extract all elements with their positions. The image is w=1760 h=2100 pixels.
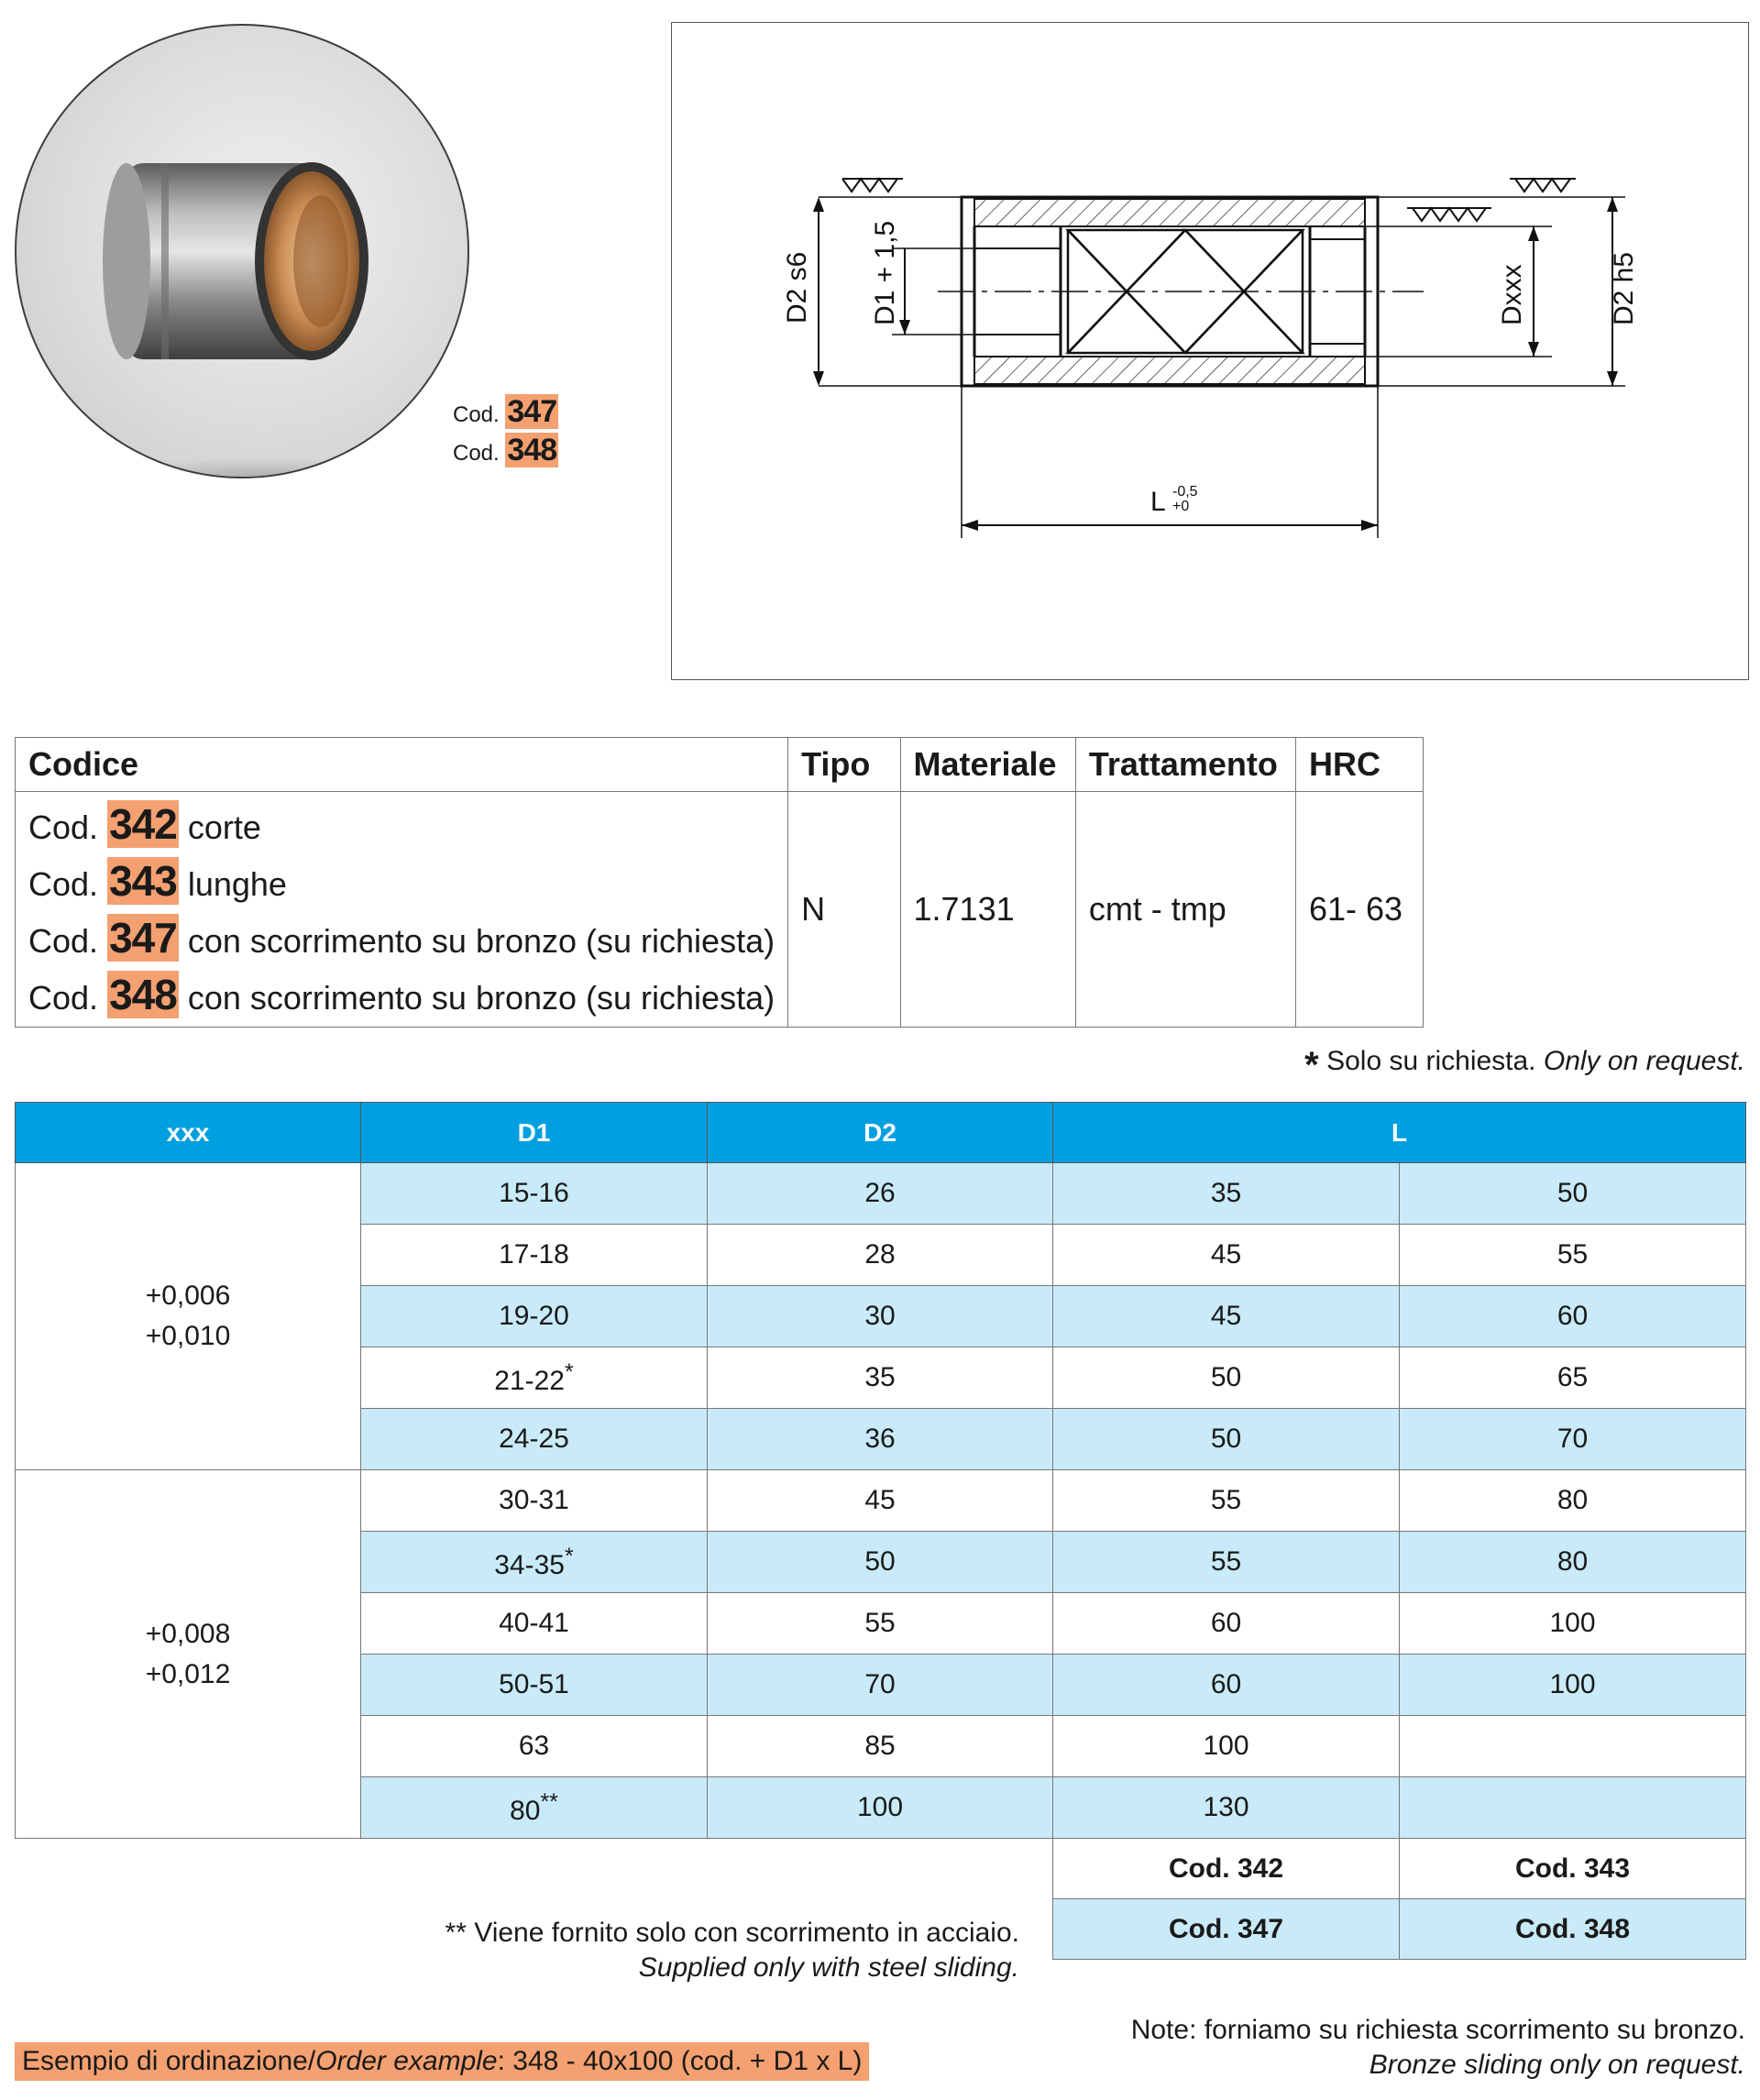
l1-cell: 35	[1053, 1163, 1400, 1225]
d2-cell: 100	[708, 1777, 1053, 1839]
code-line-348: Cod. 348 con scorrimento su bronzo (su richiesta)	[28, 971, 776, 1018]
header-d1: D1	[361, 1103, 708, 1163]
d1-cell: 19-20	[361, 1286, 708, 1347]
d1-cell: 21-22*	[361, 1347, 708, 1409]
l2-cell: 70	[1400, 1409, 1746, 1470]
technical-drawing	[671, 22, 1749, 680]
bottom-wall	[974, 357, 1365, 384]
label-d1: D1 + 1,5	[870, 220, 900, 325]
d1-cell: 34-35*	[361, 1532, 708, 1593]
photo-code-tags	[453, 394, 558, 471]
code-cell: Cod. 347	[1053, 1899, 1400, 1960]
d2-cell: 55	[708, 1593, 1053, 1655]
header-l: L	[1053, 1103, 1746, 1163]
spec-header-row	[16, 738, 1424, 792]
codes-cell	[16, 792, 788, 1028]
d2-cell: 50	[708, 1532, 1053, 1593]
dims-header-row	[16, 1103, 1746, 1163]
l2-cell: 100	[1400, 1655, 1746, 1716]
label-length: L	[1150, 487, 1166, 517]
l1-cell: 60	[1053, 1655, 1400, 1716]
label-dxxx: Dxxx	[1497, 264, 1527, 325]
l2-cell: 55	[1400, 1225, 1746, 1286]
l1-cell: 50	[1053, 1347, 1400, 1409]
l1-cell: 55	[1053, 1532, 1400, 1593]
table-row	[16, 1163, 1746, 1225]
header-tipo: Tipo	[788, 738, 900, 792]
bronze-sliding-note: Note: forniamo su richiesta scorrimento su bronzo. Bronze sliding only on request.	[1130, 2015, 1745, 2080]
materiale-value: 1.7131	[900, 792, 1075, 1028]
d1-cell: 17-18	[361, 1225, 708, 1286]
d1-cell: 30-31	[361, 1470, 708, 1532]
l2-cell: 60	[1400, 1286, 1746, 1347]
d2-cell: 45	[708, 1470, 1053, 1532]
photo-code-347: Cod. 347	[453, 394, 557, 429]
d1-cell: 63	[361, 1716, 708, 1777]
l1-cell: 100	[1053, 1716, 1400, 1777]
header-hrc: HRC	[1295, 738, 1423, 792]
l1-cell: 50	[1053, 1409, 1400, 1470]
d2-cell: 35	[708, 1347, 1053, 1409]
header-d2: D2	[708, 1103, 1053, 1163]
code-cell: Cod. 348	[1400, 1899, 1746, 1960]
l2-cell: 80	[1400, 1470, 1746, 1532]
d2-cell: 85	[708, 1716, 1053, 1777]
table-row	[16, 1470, 1746, 1532]
d2-cell: 26	[708, 1163, 1053, 1225]
header-trattamento: Trattamento	[1075, 738, 1295, 792]
only-on-request-note: * Solo su richiesta. Only on request.	[1304, 1045, 1745, 1085]
l1-cell: 60	[1053, 1593, 1400, 1655]
xxx-tolerance-cell: +0,006 +0,010	[16, 1163, 361, 1470]
code-cell: Cod. 343	[1400, 1839, 1746, 1899]
footnote-mark: **	[540, 1788, 558, 1815]
label-length-tol-upper: -0,5	[1172, 484, 1198, 500]
footnote-mark: *	[565, 1543, 574, 1569]
d2-cell: 36	[708, 1409, 1053, 1470]
code-row	[16, 1839, 1746, 1899]
d1-cell: 80**	[361, 1777, 708, 1839]
tipo-value: N	[788, 792, 900, 1028]
header-xxx: xxx	[16, 1103, 361, 1163]
top-wall	[974, 199, 1365, 226]
d2-cell: 30	[708, 1286, 1053, 1347]
l1-cell: 55	[1053, 1470, 1400, 1532]
l1-cell: 130	[1053, 1777, 1400, 1839]
l2-cell: 100	[1400, 1593, 1746, 1655]
label-d2-h5: D2 h5	[1609, 251, 1639, 325]
l1-cell: 45	[1053, 1286, 1400, 1347]
steel-sliding-note: ** Viene fornito solo con scorrimento in acciaio. Supplied only with steel sliding.	[445, 1918, 1019, 1983]
spec-table	[15, 737, 1424, 1028]
l2-cell: 80	[1400, 1532, 1746, 1593]
xxx-tolerance-cell: +0,008 +0,012	[16, 1470, 361, 1839]
trattamento-value: cmt - tmp	[1075, 792, 1295, 1028]
bushing-section-drawing	[672, 23, 1750, 681]
l2-cell: 50	[1400, 1163, 1746, 1225]
l1-cell: 45	[1053, 1225, 1400, 1286]
footnote-mark: *	[565, 1358, 574, 1385]
header-materiale: Materiale	[900, 738, 1075, 792]
code-cell: Cod. 342	[1053, 1839, 1400, 1899]
code-line-342: Cod. 342 corte	[28, 800, 261, 848]
dims-body	[16, 1163, 1746, 1960]
d1-cell: 24-25	[361, 1409, 708, 1470]
l2-cell	[1400, 1777, 1746, 1839]
photo-code-348: Cod. 348	[453, 433, 557, 467]
d1-cell: 15-16	[361, 1163, 708, 1225]
l2-cell	[1400, 1716, 1746, 1777]
spec-body-row	[16, 792, 1424, 1028]
product-photo	[15, 24, 469, 478]
empty-cell	[16, 1839, 1053, 1899]
bushing-illustration	[16, 26, 469, 478]
code-line-347: Cod. 347 con scorrimento su bronzo (su richiesta)	[28, 914, 776, 962]
d2-cell: 28	[708, 1225, 1053, 1286]
order-example: Esempio di ordinazione/Order example: 348 - 40x100 (cod. + D1 x L)	[15, 2042, 869, 2081]
d1-cell: 40-41	[361, 1593, 708, 1655]
d1-cell: 50-51	[361, 1655, 708, 1716]
l2-cell: 65	[1400, 1347, 1746, 1409]
header-codice: Codice	[16, 738, 788, 792]
code-line-343: Cod. 343 lunghe	[28, 857, 287, 905]
d2-cell: 70	[708, 1655, 1053, 1716]
hrc-value: 61- 63	[1295, 792, 1423, 1028]
label-length-tol-lower: +0	[1172, 499, 1190, 514]
label-d2-s6: D2 s6	[782, 251, 812, 324]
dimensions-table	[15, 1102, 1746, 1960]
